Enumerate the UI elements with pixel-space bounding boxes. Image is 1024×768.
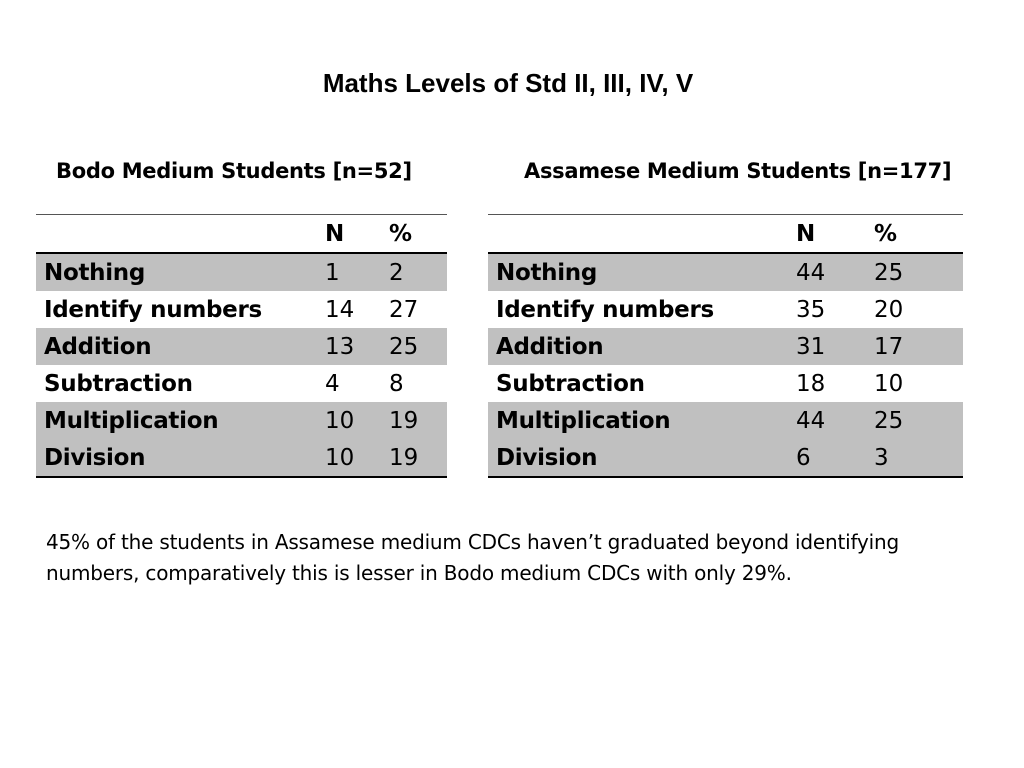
row-percent: 10 xyxy=(874,370,904,397)
row-label: Nothing xyxy=(36,253,325,291)
row-n: 10 xyxy=(325,439,389,477)
row-n: 4 xyxy=(325,370,340,397)
row-label: Identify numbers xyxy=(496,296,714,323)
row-percent: 25 xyxy=(389,328,447,365)
table-header-row xyxy=(488,215,963,254)
row-percent: 25 xyxy=(874,253,963,291)
row-percent: 27 xyxy=(389,296,419,323)
header-percent: % xyxy=(874,215,963,254)
table-row xyxy=(36,439,447,477)
table-row xyxy=(488,253,963,291)
row-n: 6 xyxy=(796,439,874,477)
page-title: Maths Levels of Std II, III, IV, V xyxy=(322,68,694,98)
row-n: 14 xyxy=(325,296,355,323)
bodo-table-caption: Bodo Medium Students [n=52] xyxy=(56,159,412,183)
table-row xyxy=(36,328,447,365)
row-n: 31 xyxy=(796,328,874,365)
bodo-table xyxy=(36,214,447,478)
table-row xyxy=(488,402,963,439)
row-n: 35 xyxy=(796,296,826,323)
row-percent: 25 xyxy=(874,402,963,439)
row-n: 44 xyxy=(796,253,874,291)
assamese-table-caption: Assamese Medium Students [n=177] xyxy=(524,159,952,183)
header-n: N xyxy=(325,215,389,254)
table-row xyxy=(36,253,447,291)
row-percent: 20 xyxy=(874,296,904,323)
row-label: Subtraction xyxy=(44,370,193,397)
header-n: N xyxy=(796,215,874,254)
row-percent: 19 xyxy=(389,402,447,439)
row-label: Addition xyxy=(488,328,796,365)
header-percent: % xyxy=(389,215,447,254)
row-label: Nothing xyxy=(488,253,796,291)
row-percent: 3 xyxy=(874,439,963,477)
table-row xyxy=(36,291,447,328)
header-category xyxy=(488,215,796,254)
row-label: Multiplication xyxy=(488,402,796,439)
row-percent: 17 xyxy=(874,328,963,365)
row-n: 10 xyxy=(325,402,389,439)
table-row xyxy=(488,291,963,328)
row-n: 1 xyxy=(325,253,389,291)
row-label: Division xyxy=(488,439,796,477)
row-n: 18 xyxy=(796,370,826,397)
assamese-table xyxy=(488,214,963,478)
row-label: Division xyxy=(36,439,325,477)
row-n: 44 xyxy=(796,402,874,439)
header-category xyxy=(36,215,325,254)
summary-note: 45% of the students in Assamese medium CDCs haven’t graduated beyond identifying numbers, comparatively this is lesser in Bodo medium CDCs with only 29%. xyxy=(46,530,899,585)
row-label: Subtraction xyxy=(496,370,645,397)
row-percent: 8 xyxy=(389,370,404,397)
row-percent: 19 xyxy=(389,439,447,477)
row-percent: 2 xyxy=(389,253,447,291)
table-row xyxy=(36,402,447,439)
table-row xyxy=(36,365,447,402)
table-row xyxy=(488,328,963,365)
table-row xyxy=(488,365,963,402)
row-label: Multiplication xyxy=(36,402,325,439)
row-n: 13 xyxy=(325,328,389,365)
table-header-row xyxy=(36,215,447,254)
table-row xyxy=(488,439,963,477)
row-label: Identify numbers xyxy=(44,296,262,323)
row-label: Addition xyxy=(36,328,325,365)
